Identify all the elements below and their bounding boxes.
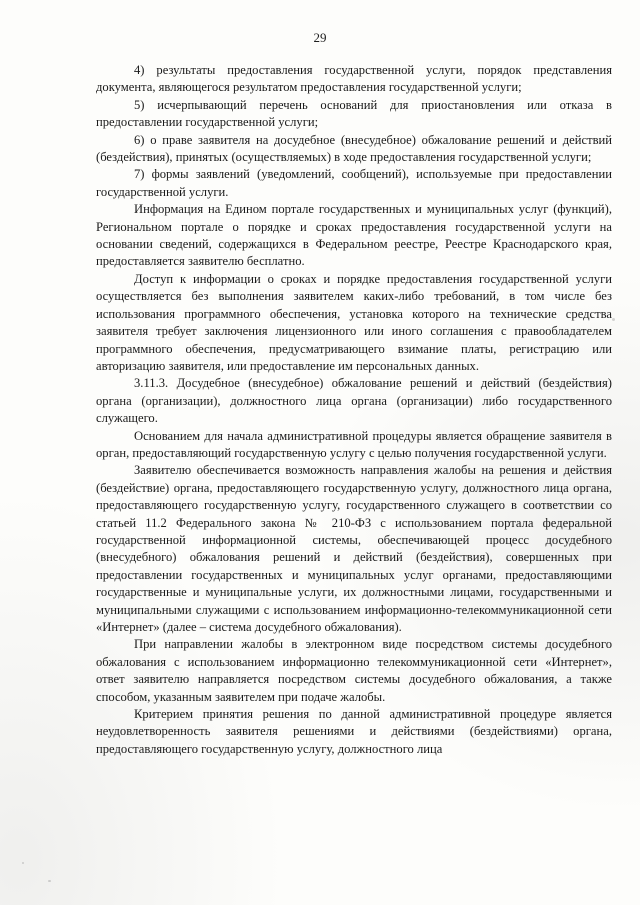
paragraph: При направлении жалобы в электронном виде посредством системы досудебного обжалования с использованием информационно телекоммуникационной сети «Интернет», ответ заявителю направляется посредством системы досудебного обжалования, а также способом, указанным заявителем при подаче жалобы. <box>96 637 612 704</box>
paragraph: Информация на Едином портале государственных и муниципальных услуг (функций), Региональном портале о порядке и сроках предоставления государственной услуги на основании сведений, содержащихся в Федеральном реестре, Реестре Краснодарского края, предоставляется заявителю бесплатно. <box>96 202 612 269</box>
paragraph: Критерием принятия решения по данной административной процедуре является неудовлетворенность заявителя решениями и действиями (бездействиями) органа, предоставляющего государственную услугу, должностного лица <box>96 707 612 756</box>
paragraph: 7) формы заявлений (уведомлений, сообщений), используемые при предоставлении государственной услуги. <box>96 167 612 199</box>
page-number: 29 <box>313 30 327 45</box>
scan-speck <box>612 318 615 321</box>
paragraph: 5) исчерпывающий перечень оснований для приостановления или отказа в предоставлении государственной услуги; <box>96 97 612 130</box>
paragraph: 4) результаты предоставления государственной услуги, порядок представления документа, являющегося результатом предоставления государственной услуги; <box>96 63 612 95</box>
paragraph: Основанием для начала административной процедуры является обращение заявителя в орган, предоставляющий государственную услугу с целью получения государственной услуги. <box>96 428 612 460</box>
scan-speck <box>22 862 24 864</box>
section-heading-paragraph: 3.11.3. Досудебное (внесудебное) обжалование решений и действий (бездействия) органа (организации), должностного лица органа (организации) либо государственного служащего. <box>96 376 612 426</box>
paragraph: Заявителю обеспечивается возможность направления жалобы на решения и действия (бездействие) органа, предоставляющего государственную услугу, должностного лица органа, предоставляющего государственную услугу, государственного служащего в соответствии со статьей 11.2 Федерального закона № 210-ФЗ с использованием портала федеральной государственной информационной системы, обеспечивающей процесс досудебного (внесудебного) обжалования решений и действий (бездействия), совершенных при предоставлении государственных и муниципальных услуг органами, предоставляющими государственные и муниципальные услуги, их должностными лицами, государственными и муниципальными служащими с использованием информационно-телекоммуникационной сети «Интернет» (далее – система досудебного обжалования). <box>96 463 612 634</box>
paragraph: 6) о праве заявителя на досудебное (внесудебное) обжалование решений и действий (бездействия), принятых (осуществляемых) в ходе предоставления государственной услуги; <box>96 132 612 165</box>
document-body <box>96 62 612 758</box>
scan-speck <box>604 540 606 542</box>
paragraph: Доступ к информации о сроках и порядке предоставления государственной услуги осуществляется без выполнения заявителем каких-либо требований, в том числе без использования программного обеспечения, установка которого на технические средства заявителя требует заключения лицензионного или иного соглашения с правообладателем программного обеспечения, предусматривающего взимание платы, регистрацию или авторизацию заявителя, или предоставление им персональных данных. <box>96 271 612 373</box>
scan-speck <box>48 880 51 882</box>
